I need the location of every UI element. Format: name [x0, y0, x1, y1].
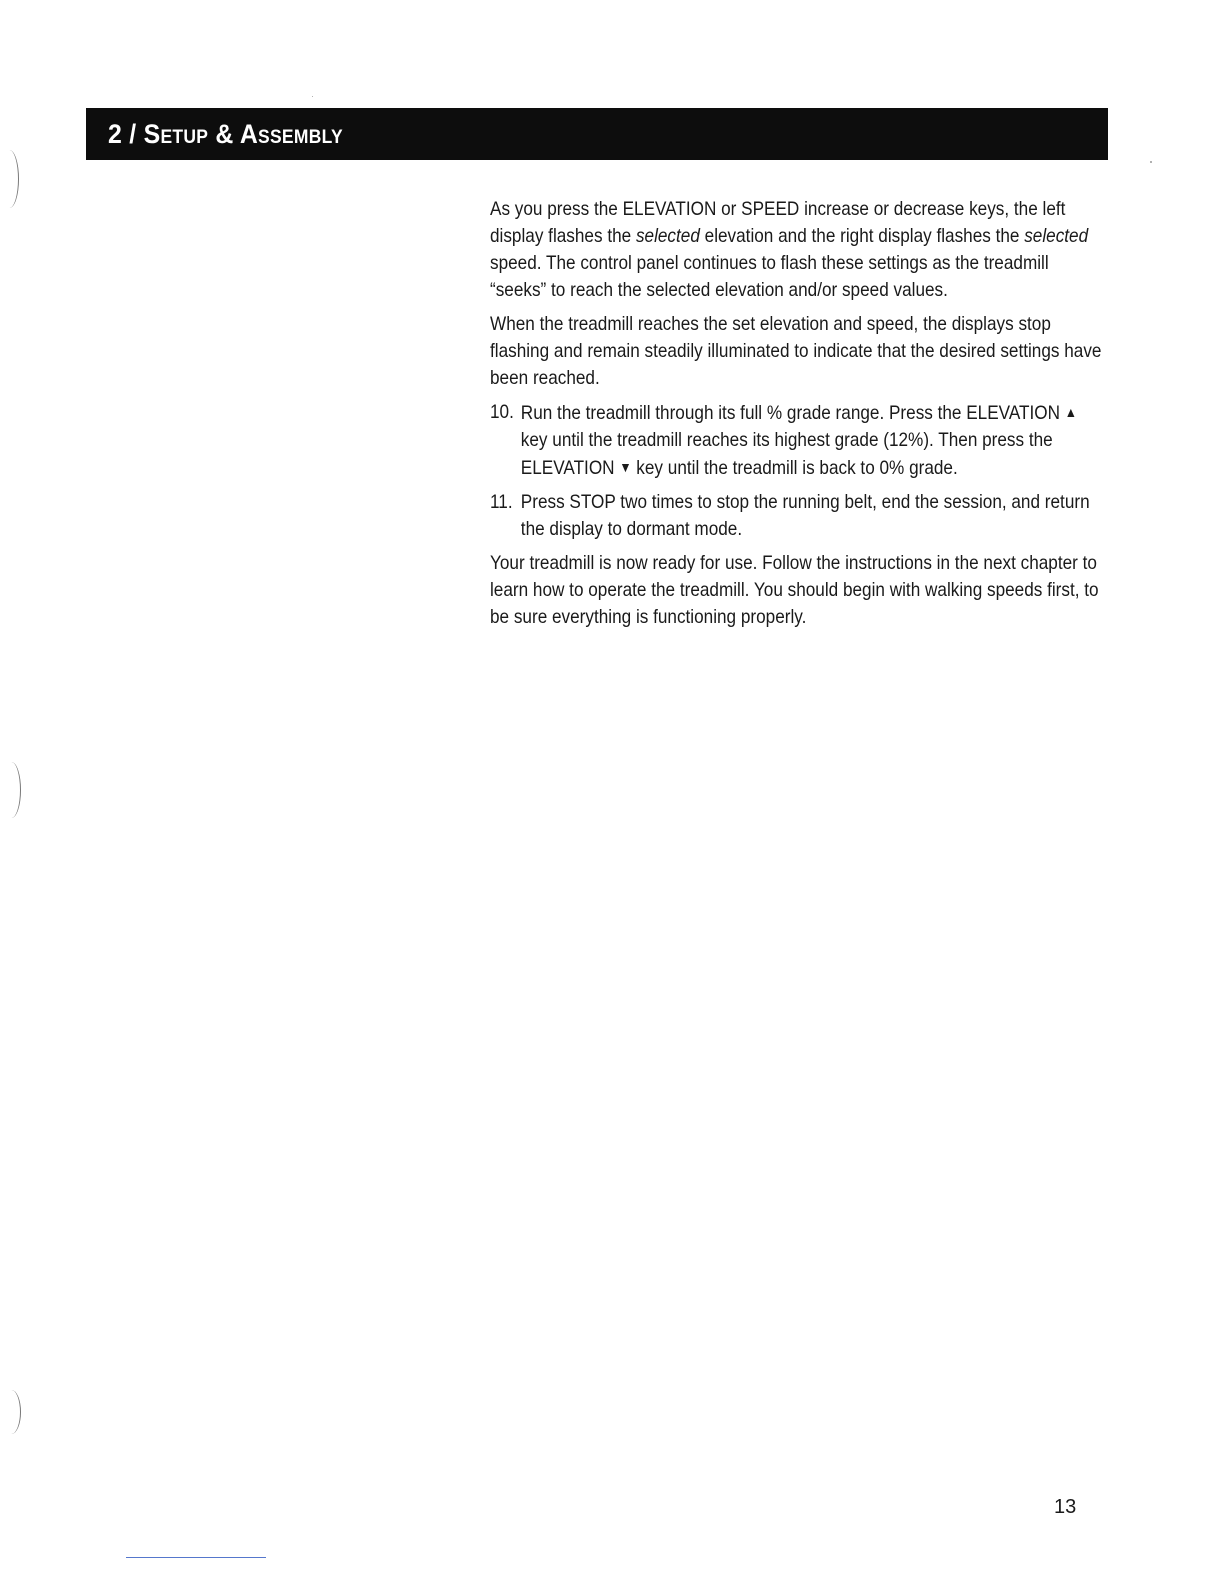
section-header-bar — [86, 108, 1108, 160]
step-item-11: 11. Press STOP two times to stop the running belt, end the session, and return the display to dormant mode. — [490, 491, 1090, 540]
step-number: 10. — [490, 401, 514, 423]
step-number: 11. — [490, 491, 513, 513]
paragraph-display-flashing: As you press the ELEVATION or SPEED increase or decrease keys, the left display flashes the selected elevation and the right display flashes the selected speed. The control panel continues to flash these settings as the treadmill “seeks” to reach the selected elevation and/or speed values. — [490, 198, 1089, 301]
punch-hole-mark — [2, 1390, 21, 1434]
punch-hole-mark — [0, 150, 19, 208]
step-item-10: 10. Run the treadmill through its full % grade range. Press the ELEVATION ▲ key until the treadmill reaches its highest grade (12%). Then press the ELEVATION ▼ key until the treadmill is back to 0% grade. — [490, 401, 1077, 479]
page-number: 13 — [1054, 1496, 1077, 1518]
instructions-body — [490, 196, 1110, 638]
section-title: 2 / Setup & Assembly — [108, 118, 343, 149]
punch-hole-mark — [2, 762, 21, 818]
scan-speck — [312, 96, 313, 97]
scan-speck — [1150, 161, 1152, 163]
paragraph-settings-reached: When the treadmill reaches the set elevation and speed, the displays stop flashing and remain steadily illuminated to indicate that the desired settings have been reached. — [490, 313, 1102, 389]
arrow-up-icon: ▲ — [1064, 404, 1077, 420]
steps-list — [490, 399, 1110, 543]
arrow-down-icon: ▼ — [619, 459, 632, 475]
bottom-rule — [126, 1557, 266, 1558]
paragraph-ready-for-use: Your treadmill is now ready for use. Follow the instructions in the next chapter to learn how to operate the treadmill. You should begin with walking speeds first, to be sure everything is functioning properly. — [490, 552, 1099, 628]
